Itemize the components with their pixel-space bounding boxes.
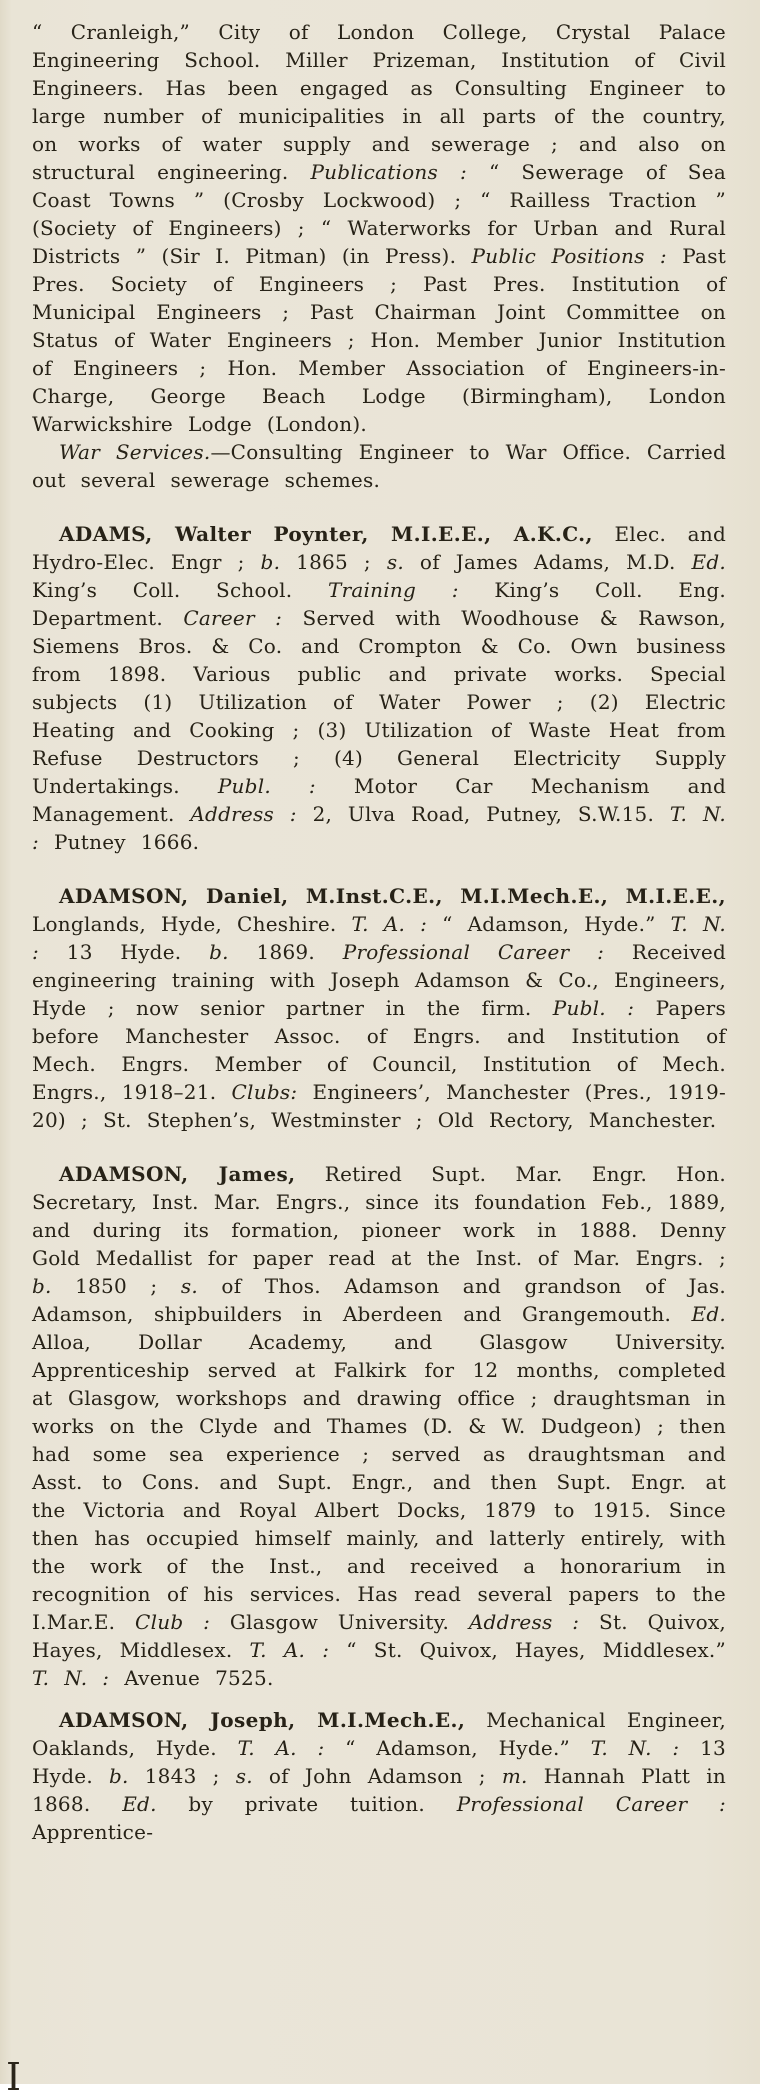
field-label: Professional Career : bbox=[456, 1792, 726, 1816]
text-run: —Consulting Engineer to War Office. Carried out several sewerage schemes. bbox=[32, 440, 726, 492]
field-label: War Services. bbox=[59, 440, 211, 464]
text-run: Glasgow University. bbox=[210, 1610, 469, 1634]
field-label: b. bbox=[109, 1764, 129, 1788]
field-label: Clubs: bbox=[231, 1080, 298, 1104]
text-run: 1865 ; bbox=[280, 550, 387, 574]
text-run: King’s Coll. School. bbox=[32, 578, 328, 602]
field-label: b. bbox=[32, 1274, 52, 1298]
text-run: Elec. and Hydro-Elec. Engr ; bbox=[32, 522, 726, 574]
text-run: “ Cranleigh,” City of London College, Crystal Palace Engineering School. Miller Prizeman, Institution of Civil Engineers. Has been engaged as Consulting Engineer to large number of municipalities in all parts of the country, on works of water supply and sewerage ; and also on structural engineering. bbox=[32, 20, 726, 184]
field-label: T. N. : bbox=[32, 802, 727, 854]
field-label: s. bbox=[386, 550, 404, 574]
text-run: Papers before Manchester Assoc. of Engrs. and Institution of Mech. Engrs. Member of Council, Institution of Mech. Engrs., 1918–21. bbox=[32, 996, 726, 1104]
text-run: Served with Woodhouse & Rawson, Siemens Bros. & Co. and Crompton & Co. Own business from 1898. Various public and private works. Special subjects (1) Utilization of Water Power ; (2) Electric Heating and Cooking ; (3) Utilization of Waste Heat from Refuse Destructors ; (4) General Electricity Supply Undertakings. bbox=[32, 606, 726, 798]
field-label: T. A. : bbox=[237, 1736, 325, 1760]
field-label: Publ. : bbox=[217, 774, 316, 798]
field-label: T. A. : bbox=[249, 1638, 330, 1662]
field-label: s. bbox=[180, 1274, 198, 1298]
field-label: T. N. : bbox=[590, 1736, 680, 1760]
entry-continuation-cranleigh bbox=[32, 18, 726, 438]
field-label: Professional Career : bbox=[342, 940, 605, 964]
paragraph-war-services bbox=[32, 438, 726, 494]
field-label: Career : bbox=[183, 606, 283, 630]
entry-adamson-daniel bbox=[32, 882, 726, 1134]
text-run: 2, Ulva Road, Putney, S.W.15. bbox=[296, 802, 670, 826]
field-label: Club : bbox=[135, 1610, 211, 1634]
field-label: m. bbox=[501, 1764, 528, 1788]
entry-name: ADAMS, Walter Poynter, M.I.E.E., A.K.C., bbox=[59, 522, 593, 546]
field-label: Training : bbox=[327, 578, 459, 602]
field-label: s. bbox=[235, 1764, 253, 1788]
text-run: King’s Coll. Eng. Department. bbox=[32, 578, 726, 630]
entry-name: ADAMSON, Joseph, M.I.Mech.E., bbox=[59, 1708, 466, 1732]
text-run: “ Sewerage of Sea Coast Towns ” (Crosby Lockwood) ; “ Railless Traction ” (Society of Engineers) ; “ Waterworks for Urban and Rural Districts ” (Sir I. Pitman) (in Press). bbox=[32, 160, 726, 268]
text-run: “ St. Quivox, Hayes, Middlesex.” bbox=[329, 1638, 726, 1662]
text-run: Mechanical Engineer, Oaklands, Hyde. bbox=[32, 1708, 726, 1760]
text-run: Retired Supt. Mar. Engr. Hon. Secretary, Inst. Mar. Engrs., since its foundation Feb., 1889, and during its formation, pioneer work in 1888. Denny Gold Medallist for paper read at the Inst. of Mar. Engrs. ; bbox=[32, 1162, 726, 1270]
entry-adams-walter-poynter bbox=[32, 520, 726, 856]
entry-name: ADAMSON, Daniel, M.Inst.C.E., M.I.Mech.E., M.I.E.E., bbox=[59, 884, 726, 908]
printer-signature-mark: I bbox=[6, 2055, 22, 2099]
field-label: b. bbox=[260, 550, 281, 574]
text-run: Longlands, Hyde, Cheshire. bbox=[32, 912, 352, 936]
field-label: T. A. : bbox=[351, 912, 428, 936]
field-label: Public Positions : bbox=[471, 244, 667, 268]
text-run: 13 Hyde. bbox=[32, 1736, 726, 1788]
field-label: Address : bbox=[190, 802, 297, 826]
text-run: Avenue 7525. bbox=[109, 1666, 274, 1690]
text-run: Motor Car Mechanism and Management. bbox=[32, 774, 726, 826]
text-run: 1850 ; bbox=[51, 1274, 181, 1298]
text-run: “ Adamson, Hyde.” bbox=[427, 912, 671, 936]
entry-adamson-james bbox=[32, 1160, 726, 1692]
text-run: of John Adamson ; bbox=[252, 1764, 502, 1788]
text-run: Engineers’, Manchester (Pres., 1919-20) ; St. Stephen’s, Westminster ; Old Rectory, Manchester. bbox=[32, 1080, 726, 1132]
text-run: Received engineering training with Joseph Adamson & Co., Engineers, Hyde ; now senior partner in the firm. bbox=[32, 940, 727, 1020]
field-label: Address : bbox=[468, 1610, 580, 1634]
text-run: by private tuition. bbox=[156, 1792, 457, 1816]
text-run: Putney 1666. bbox=[38, 830, 200, 854]
field-label: Ed. bbox=[691, 550, 726, 574]
entry-name: ADAMSON, James, bbox=[59, 1162, 296, 1186]
field-label: Ed. bbox=[691, 1302, 726, 1326]
text-run: 13 Hyde. bbox=[38, 940, 210, 964]
entry-adamson-joseph bbox=[32, 1706, 726, 1846]
text-run: Past Pres. Society of Engineers ; Past Pres. Institution of Municipal Engineers ; Past Chairman Joint Committee on Status of Water Engineers ; Hon. Member Junior Institution of Engineers ; Hon. Member Association of Engineers-in-Charge, George Beach Lodge (Birmingham), London Warwickshire Lodge (London). bbox=[32, 244, 726, 436]
text-run: “ Adamson, Hyde.” bbox=[324, 1736, 591, 1760]
text-run: 1869. bbox=[228, 940, 343, 964]
field-label: b. bbox=[209, 940, 229, 964]
field-label: Publications : bbox=[310, 160, 467, 184]
text-run: Alloa, Dollar Academy, and Glasgow University. Apprenticeship served at Falkirk for 12 months, completed at Glasgow, workshops and drawing office ; draughtsman in works on the Clyde and Thames (D. & W. Dudgeon) ; then had some sea experience ; served as draughtsman and Asst. to Cons. and Supt. Engr., and then Supt. Engr. at the Victoria and Royal Albert Docks, 1879 to 1915. Since then has occupied himself mainly, and latterly entirely, with the work of the Inst., and received a honorarium in recognition of his services. Has read several papers to the I.Mar.E. bbox=[32, 1330, 726, 1634]
text-run: St. Quivox, Hayes, Middlesex. bbox=[32, 1610, 726, 1662]
text-run: of James Adams, M.D. bbox=[403, 550, 692, 574]
text-run: Hannah Platt in 1868. bbox=[32, 1764, 726, 1816]
text-run: 1843 ; bbox=[128, 1764, 236, 1788]
field-label: T. N. : bbox=[32, 1666, 110, 1690]
text-run: Apprentice- bbox=[32, 1820, 154, 1844]
field-label: Publ. : bbox=[552, 996, 635, 1020]
directory-text-column bbox=[32, 18, 726, 1846]
text-run: of Thos. Adamson and grandson of Jas. Adamson, shipbuilders in Aberdeen and Grangemouth. bbox=[32, 1274, 726, 1326]
field-label: T. N. : bbox=[32, 912, 726, 964]
field-label: Ed. bbox=[122, 1792, 157, 1816]
